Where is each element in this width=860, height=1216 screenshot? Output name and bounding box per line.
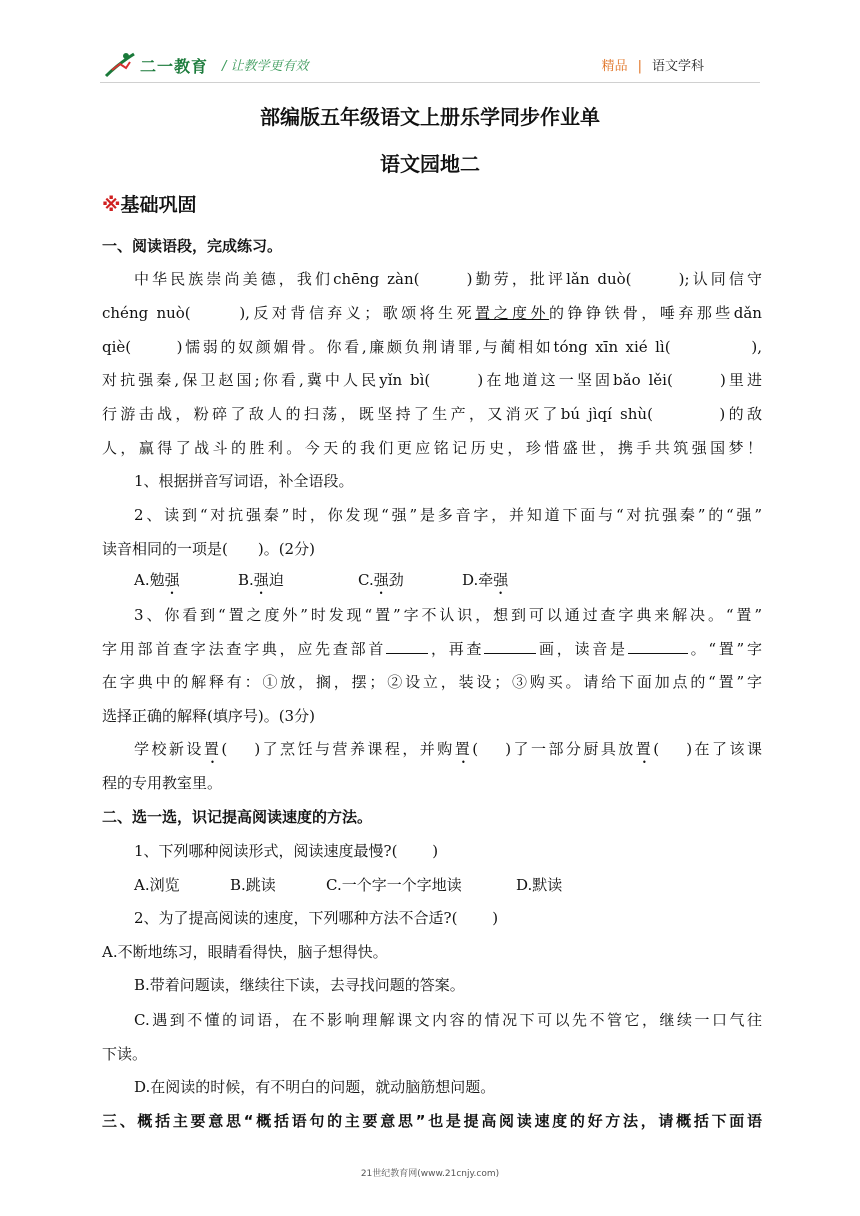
option-text: C. <box>358 571 374 589</box>
answer-blank[interactable] <box>484 639 536 654</box>
q1-sub3-line: 选择正确的解释(填序号)。(3分) <box>102 707 315 725</box>
option-text: A.勉 <box>134 571 165 589</box>
q1-sub3-line <box>102 638 762 659</box>
dotted-char: 强 <box>493 571 509 589</box>
option-text: D.牵 <box>462 571 494 589</box>
dotted-char: 置 <box>203 740 222 758</box>
text-span: ( )了烹饪与营养课程，并购 <box>221 740 455 758</box>
q1-passage-line: 行游击战，粉碎了敌人的扫荡，既坚持了生产，又消灭了bú jìqí shù( )的敌 <box>102 405 762 423</box>
option-text: B. <box>238 571 254 589</box>
q1-passage-line <box>102 302 762 323</box>
text-span: 画，读音是 <box>536 640 628 658</box>
text-span: ( )了一部分厨具放 <box>472 740 636 758</box>
dotted-char: 强 <box>373 571 389 589</box>
page-subtitle: 语文园地二 <box>380 152 480 176</box>
subject-label: 语文学科 <box>651 59 704 74</box>
option-a: A.浏览 <box>134 876 180 894</box>
option-c <box>358 569 462 598</box>
option-c: C.一个字一个字地读 <box>326 876 462 894</box>
option-text: 迫 <box>268 571 284 589</box>
q1-sub2-options <box>134 569 508 598</box>
q2-option-d: D.在阅读的时候，有不明白的问题，就动脑筋想问题。 <box>134 1078 496 1096</box>
option-d <box>462 569 508 598</box>
header-divider <box>100 82 760 83</box>
q2-sub1: 1、下列哪种阅读形式，阅读速度最慢?( ) <box>134 842 439 860</box>
underlined-phrase: 置之度外 <box>475 304 550 322</box>
q2-option-c-cont: 下读。 <box>102 1045 148 1063</box>
q3-heading: 三、概括主要意思“概括语句的主要意思”也是提高阅读速度的好方法，请概括下面语 <box>102 1112 762 1130</box>
header-right <box>602 55 704 74</box>
dotted-char: 强 <box>253 571 269 589</box>
logo-text: 二一教育 <box>140 57 209 76</box>
text-span: 。“置”字 <box>687 640 762 658</box>
q2-option-b: B.带着问题读，继续往下读，去寻找问题的答案。 <box>134 976 465 994</box>
option-b <box>238 569 358 598</box>
runner-logo-icon <box>104 50 140 80</box>
q2-sub1-options <box>134 874 562 895</box>
q2-heading: 二、选一选，识记提高阅读速度的方法。 <box>102 808 373 826</box>
header-separator: | <box>637 59 642 74</box>
text-span: chéng nuò( ),反对背信弃义；歌颂将生死 <box>102 304 476 322</box>
section-heading <box>102 190 197 217</box>
dotted-char: 强 <box>164 571 180 589</box>
option-a <box>134 569 238 598</box>
q2-option-c: C.遇到不懂的词语，在不影响理解课文内容的情况下可以先不管它，继续一口气往 <box>134 1011 762 1029</box>
q1-heading: 一、阅读语段，完成练习。 <box>102 237 283 255</box>
q1-passage-line: 中华民族崇尚美德，我们chēng zàn( )勤劳，批评lǎn duò( );认同信守 <box>134 270 762 288</box>
q1-sub3-sentence: 程的专用教室里。 <box>102 774 223 792</box>
option-d: D.默读 <box>516 876 563 894</box>
dotted-char: 置 <box>635 740 654 758</box>
section-label: 基础巩固 <box>120 194 197 216</box>
q2-option-a: A.不断地练习，眼睛看得快，脑子想得快。 <box>102 943 388 961</box>
text-span: 的铮铮铁骨，唾弃那些dǎn <box>549 304 762 322</box>
q1-sub1: 1、根据拼音写词语，补全语段。 <box>134 472 354 490</box>
page-title: 部编版五年级语文上册乐学同步作业单 <box>260 105 600 129</box>
logo <box>104 50 224 80</box>
q1-passage-line: 人，赢得了战斗的胜利。今天的我们更应铭记历史，珍惜盛世，携手共筑强国梦！ <box>102 439 762 457</box>
option-b: B.跳读 <box>230 876 276 894</box>
text-span: 字用部首查字法查字典，应先查部首 <box>102 640 387 658</box>
page-header <box>100 48 760 82</box>
option-text: 劲 <box>388 571 404 589</box>
slogan: / 让教学更有效 <box>222 59 309 74</box>
q1-passage-line: 对抗强秦,保卫赵国;你看,冀中人民yǐn bì( )在地道这一坚固bǎo lěi( )里进 <box>102 371 762 389</box>
text-span: 学校新设 <box>134 740 204 758</box>
dotted-char: 置 <box>454 740 473 758</box>
q2-sub2: 2、为了提高阅读的速度，下列哪种方法不合适?( ) <box>134 909 499 927</box>
q1-passage-line: qiè( )懦弱的奴颜媚骨。你看,廉颇负荆请罪,与蔺相如tóng xīn xié lì( ), <box>102 338 762 356</box>
q1-sub2-line: 2、读到“对抗强秦”时，你发现“强”是多音字，并知道下面与“对抗强秦”的“强” <box>134 506 762 524</box>
q1-sub2-line: 读音相同的一项是( )。(2分) <box>102 540 315 558</box>
text-span: ( )在了该课 <box>653 740 762 758</box>
answer-blank[interactable] <box>386 639 428 654</box>
q1-sub3-line: 3、你看到“置之度外”时发现“置”字不认识，想到可以通过查字典来解决。“置” <box>134 606 762 624</box>
q1-sub3-sentence <box>134 738 762 767</box>
section-mark: ※ <box>102 194 121 216</box>
answer-blank[interactable] <box>628 639 688 654</box>
text-span: ，再查 <box>428 640 485 658</box>
page-footer: 21世纪教育网(www.21cnjy.com) <box>360 1169 500 1179</box>
q1-sub3-line: 在字典中的解释有：①放，搁，摆；②设立，装设；③购买。请给下面加点的“置”字 <box>102 673 762 691</box>
quality-label: 精品 <box>601 59 628 74</box>
